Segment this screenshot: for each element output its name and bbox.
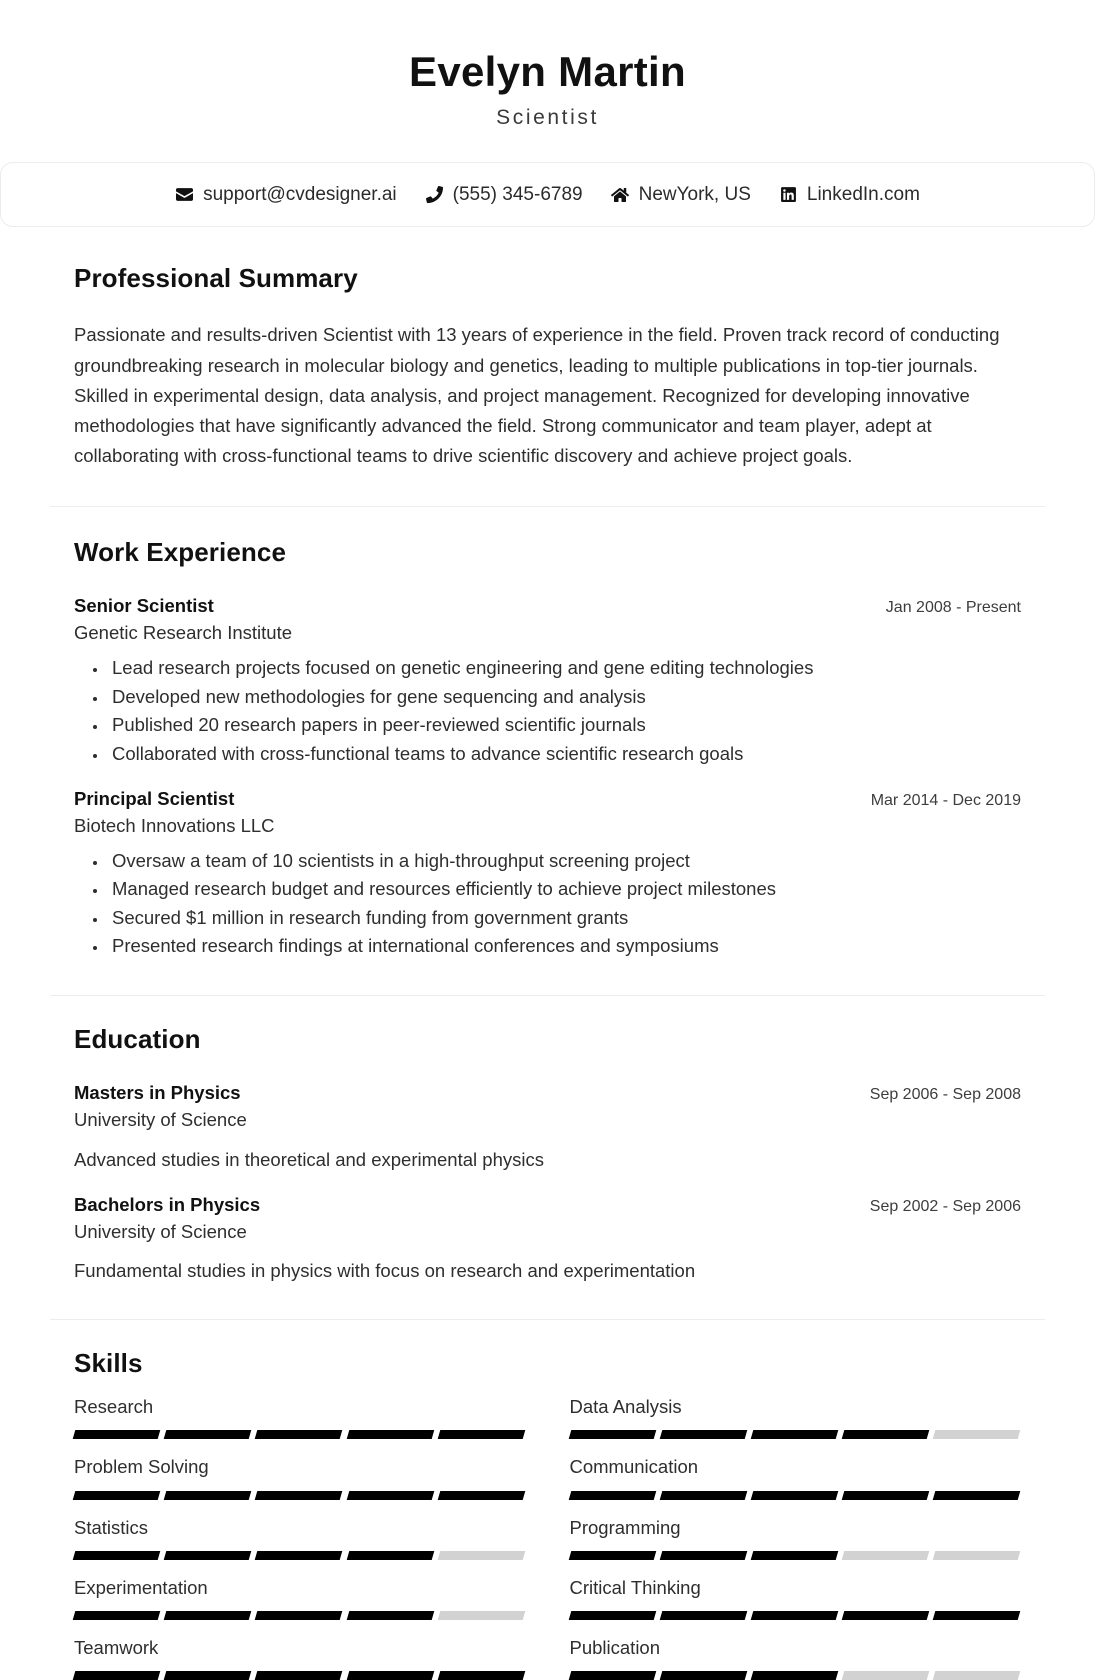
education-entry (50, 1193, 1045, 1286)
skill-segment-empty (438, 1551, 526, 1560)
section-title-summary: Professional Summary (74, 263, 358, 294)
skill-segment-filled (438, 1430, 526, 1439)
contact-email[interactable] (175, 185, 397, 204)
home-icon (611, 185, 630, 204)
skill-segment-filled (73, 1491, 161, 1500)
skill-segment-empty (933, 1551, 1021, 1560)
skill-segment-filled (568, 1491, 656, 1500)
skill-segment-filled (164, 1671, 252, 1680)
skill-segment-filled (164, 1491, 252, 1500)
skill-segment-filled (568, 1430, 656, 1439)
skill-segment-empty (933, 1430, 1021, 1439)
skill-item (570, 1560, 1022, 1620)
education-school: University of Science (74, 1220, 247, 1242)
skill-level-bar (74, 1551, 524, 1560)
skill-item (570, 1379, 1022, 1439)
work-bullet: • Managed research budget and resources efficiently to achieve project milestones (108, 876, 1021, 902)
skill-segment-filled (255, 1611, 343, 1620)
section-work-experience (0, 507, 1095, 959)
skill-level-bar (74, 1671, 524, 1680)
resume-header (0, 0, 1095, 156)
skill-segment-filled (751, 1611, 839, 1620)
skill-segment-filled (568, 1611, 656, 1620)
education-entry-head (74, 1081, 1021, 1106)
work-bullet: • Collaborated with cross-functional teams to advance scientific research goals (108, 741, 1021, 767)
skill-segment-filled (346, 1430, 434, 1439)
work-bullet: • Published 20 research papers in peer-reviewed scientific journals (108, 712, 1021, 738)
work-organization: Genetic Research Institute (74, 622, 292, 644)
section-education (0, 996, 1095, 1285)
work-bullet: • Presented research findings at international conferences and symposiums (108, 933, 1021, 959)
skill-label: Programming (569, 1516, 681, 1538)
skill-level-bar (74, 1611, 524, 1620)
work-bullet: • Secured $1 million in research funding from government grants (108, 905, 1021, 931)
education-description: Fundamental studies in physics with focus on research and experimentation (74, 1260, 696, 1282)
skill-segment-filled (164, 1430, 252, 1439)
skill-level-bar (570, 1491, 1020, 1500)
skill-level-bar (74, 1430, 524, 1439)
skill-segment-filled (842, 1430, 930, 1439)
skill-label: Experimentation (74, 1576, 208, 1598)
skill-item (74, 1439, 526, 1499)
skill-segment-filled (659, 1671, 747, 1680)
section-title-work: Work Experience (74, 537, 287, 568)
contact-location-text: NewYork, US (638, 184, 751, 206)
work-date: Jan 2008 - Present (885, 599, 1021, 617)
skill-level-bar (570, 1671, 1020, 1680)
skill-item (570, 1500, 1022, 1560)
work-entry (50, 594, 1045, 766)
skill-segment-filled (751, 1551, 839, 1560)
skill-item (570, 1439, 1022, 1499)
skill-segment-filled (346, 1611, 434, 1620)
summary-paragraph: Passionate and results-driven Scientist with 13 years of experience in the field. Proven track record of conducting groundbreaking research in molecular biology and genetics, leading to multiple publications in top-tier journals. Skilled in experimental design, data analysis, and project management. Recognized for developing innovative methodologies that have significantly advanced the field. Strong communicator and team player, adept at collaborating with cross-functional teams to drive scientific discovery and achieve project goals. (74, 324, 1000, 466)
skill-level-bar (74, 1491, 524, 1500)
work-role: Senior Scientist (74, 595, 214, 617)
skill-segment-filled (568, 1671, 656, 1680)
education-school: University of Science (74, 1109, 247, 1131)
section-title-education: Education (74, 1023, 201, 1054)
skill-segment-filled (164, 1611, 252, 1620)
education-degree: Masters in Physics (74, 1082, 241, 1104)
skill-segment-empty (842, 1551, 930, 1560)
skill-label: Research (74, 1396, 154, 1418)
contact-linkedin-text: LinkedIn.com (806, 184, 920, 206)
work-entry (50, 787, 1045, 959)
skill-segment-filled (255, 1491, 343, 1500)
work-entry-head (74, 787, 1021, 812)
skill-item (74, 1379, 526, 1439)
skill-label: Problem Solving (74, 1456, 209, 1478)
envelope-icon (175, 185, 194, 204)
skill-segment-filled (346, 1491, 434, 1500)
skill-segment-filled (438, 1491, 526, 1500)
skill-segment-filled (842, 1611, 930, 1620)
work-date: Mar 2014 - Dec 2019 (870, 792, 1021, 810)
skill-segment-filled (659, 1611, 747, 1620)
candidate-job-title: Scientist (496, 106, 599, 130)
section-skills (0, 1320, 1095, 1679)
skill-segment-filled (73, 1671, 161, 1680)
skill-label: Teamwork (74, 1636, 159, 1658)
contact-phone-text: (555) 345-6789 (452, 184, 583, 206)
phone-icon (425, 185, 444, 204)
linkedin-icon (779, 185, 798, 204)
skill-segment-filled (346, 1671, 434, 1680)
skill-segment-filled (73, 1551, 161, 1560)
skill-segment-empty (933, 1671, 1021, 1680)
skill-segment-filled (164, 1551, 252, 1560)
skill-label: Critical Thinking (569, 1576, 701, 1598)
skill-segment-filled (659, 1551, 747, 1560)
education-description: Advanced studies in theoretical and experimental physics (74, 1148, 544, 1170)
work-bullet: • Oversaw a team of 10 scientists in a high-throughput screening project (108, 848, 1021, 874)
skills-grid (50, 1379, 1045, 1679)
work-organization: Biotech Innovations LLC (74, 815, 275, 837)
skill-segment-filled (933, 1611, 1021, 1620)
skill-segment-filled (255, 1551, 343, 1560)
contact-phone[interactable] (425, 185, 583, 204)
skill-segment-filled (933, 1491, 1021, 1500)
education-entry-head (74, 1193, 1021, 1218)
work-bullet-list (74, 848, 1021, 959)
skill-item (570, 1620, 1022, 1680)
skill-segment-empty (438, 1611, 526, 1620)
skill-segment-filled (842, 1491, 930, 1500)
work-role: Principal Scientist (74, 788, 235, 810)
skill-segment-filled (438, 1671, 526, 1680)
education-entry (50, 1081, 1045, 1174)
skill-level-bar (570, 1611, 1020, 1620)
work-bullet: • Developed new methodologies for gene sequencing and analysis (108, 684, 1021, 710)
skill-label: Publication (569, 1636, 661, 1658)
contact-email-text: support@cvdesigner.ai (203, 184, 397, 206)
skill-label: Statistics (74, 1516, 149, 1538)
contact-linkedin[interactable] (779, 185, 920, 204)
candidate-name: Evelyn Martin (409, 48, 686, 95)
skill-segment-filled (659, 1491, 747, 1500)
skill-segment-filled (751, 1491, 839, 1500)
skill-label: Data Analysis (569, 1396, 682, 1418)
work-entry-head (74, 594, 1021, 619)
skill-segment-filled (751, 1430, 839, 1439)
skill-segment-filled (73, 1430, 161, 1439)
skill-item (74, 1560, 526, 1620)
education-degree: Bachelors in Physics (74, 1193, 261, 1215)
skill-label: Communication (569, 1456, 699, 1478)
skill-segment-filled (568, 1551, 656, 1560)
contact-location[interactable] (611, 185, 751, 204)
work-bullet-list (74, 655, 1021, 766)
skill-level-bar (570, 1430, 1020, 1439)
skill-segment-empty (842, 1671, 930, 1680)
skill-segment-filled (659, 1430, 747, 1439)
skill-segment-filled (255, 1671, 343, 1680)
work-bullet: • Lead research projects focused on genetic engineering and gene editing technologies (108, 655, 1021, 681)
skill-level-bar (570, 1551, 1020, 1560)
skill-segment-filled (73, 1611, 161, 1620)
skill-item (74, 1500, 526, 1560)
section-professional-summary (0, 227, 1095, 471)
contact-bar (0, 162, 1095, 227)
skill-segment-filled (346, 1551, 434, 1560)
skill-segment-filled (751, 1671, 839, 1680)
skill-item (74, 1620, 526, 1680)
education-date: Sep 2006 - Sep 2008 (869, 1086, 1021, 1104)
education-date: Sep 2002 - Sep 2006 (869, 1197, 1021, 1215)
section-title-skills: Skills (74, 1348, 143, 1379)
skill-segment-filled (255, 1430, 343, 1439)
